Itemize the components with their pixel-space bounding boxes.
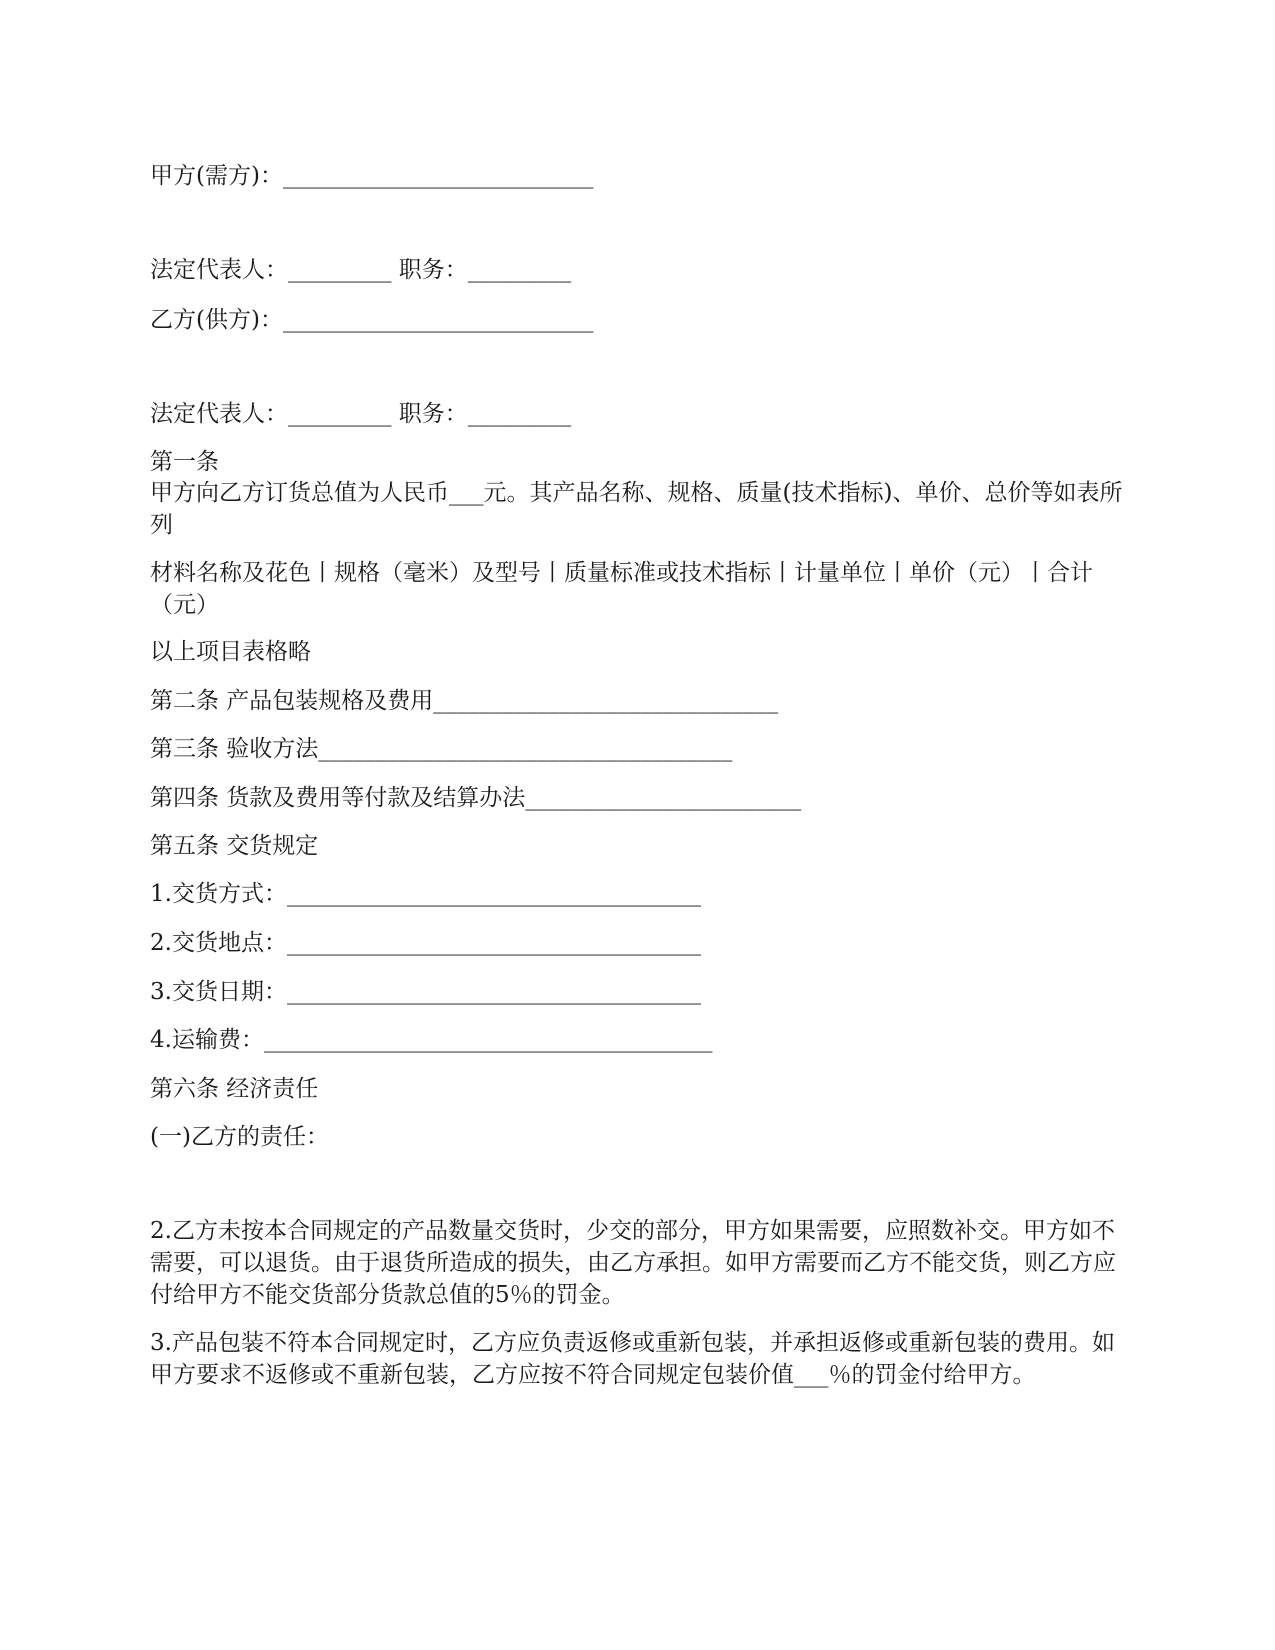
party-a-line: 甲方(需方)：___________________________ — [150, 163, 594, 189]
article-6: 第六条 经济责任 — [150, 1076, 319, 1102]
party-b-representative-line: 法定代表人：_________ 职务：_________ — [150, 401, 572, 427]
delivery-date-line: 3.交货日期：____________________________________ — [150, 979, 701, 1005]
article-1-title: 第一条 — [150, 449, 219, 475]
delivery-place-line: 2.交货地点：____________________________________ — [150, 930, 701, 956]
party-b-line: 乙方(供方)：___________________________ — [150, 307, 594, 333]
article-1-body: 甲方向乙方订货总值为人民币___元。其产品名称、规格、质量(技术指标)、单价、总价等如表所列 — [150, 480, 1123, 538]
table-omitted-note: 以上项目表格略 — [150, 639, 311, 665]
article-5: 第五条 交货规定 — [150, 833, 319, 859]
duty-clause-2: 2.乙方未按本合同规定的产品数量交货时，少交的部分，甲方如果需要，应照数补交。甲方如不需要，可以退货。由于退货所造成的损失，由乙方承担。如甲方需要而乙方不能交货，则乙方应付给甲方不能交货部分货款总值的5％的罚金。 — [150, 1218, 1116, 1308]
delivery-method-line: 1.交货方式：____________________________________ — [150, 881, 701, 907]
product-table-header: 材料名称及花色丨规格（毫米）及型号丨质量标准或技术指标丨计量单位丨单价（元）丨合计（元） — [150, 560, 1093, 618]
article-3: 第三条 验收方法____________________________________ — [150, 736, 733, 762]
freight-line: 4.运输费：_______________________________________ — [150, 1027, 713, 1053]
article-4: 第四条 货款及费用等付款及结算办法________________________ — [150, 785, 802, 811]
article-2: 第二条 产品包装规格及费用______________________________ — [150, 688, 779, 714]
duty-clause-3: 3.产品包装不符本合同规定时，乙方应负责返修或重新包装，并承担返修或重新包装的费用。如甲方要求不返修或不重新包装，乙方应按不符合同规定包装价值___％的罚金付给甲方。 — [150, 1330, 1115, 1388]
party-a-representative-line: 法定代表人：_________ 职务：_________ — [150, 257, 572, 283]
party-b-duty-heading: (一)乙方的责任： — [150, 1124, 329, 1150]
